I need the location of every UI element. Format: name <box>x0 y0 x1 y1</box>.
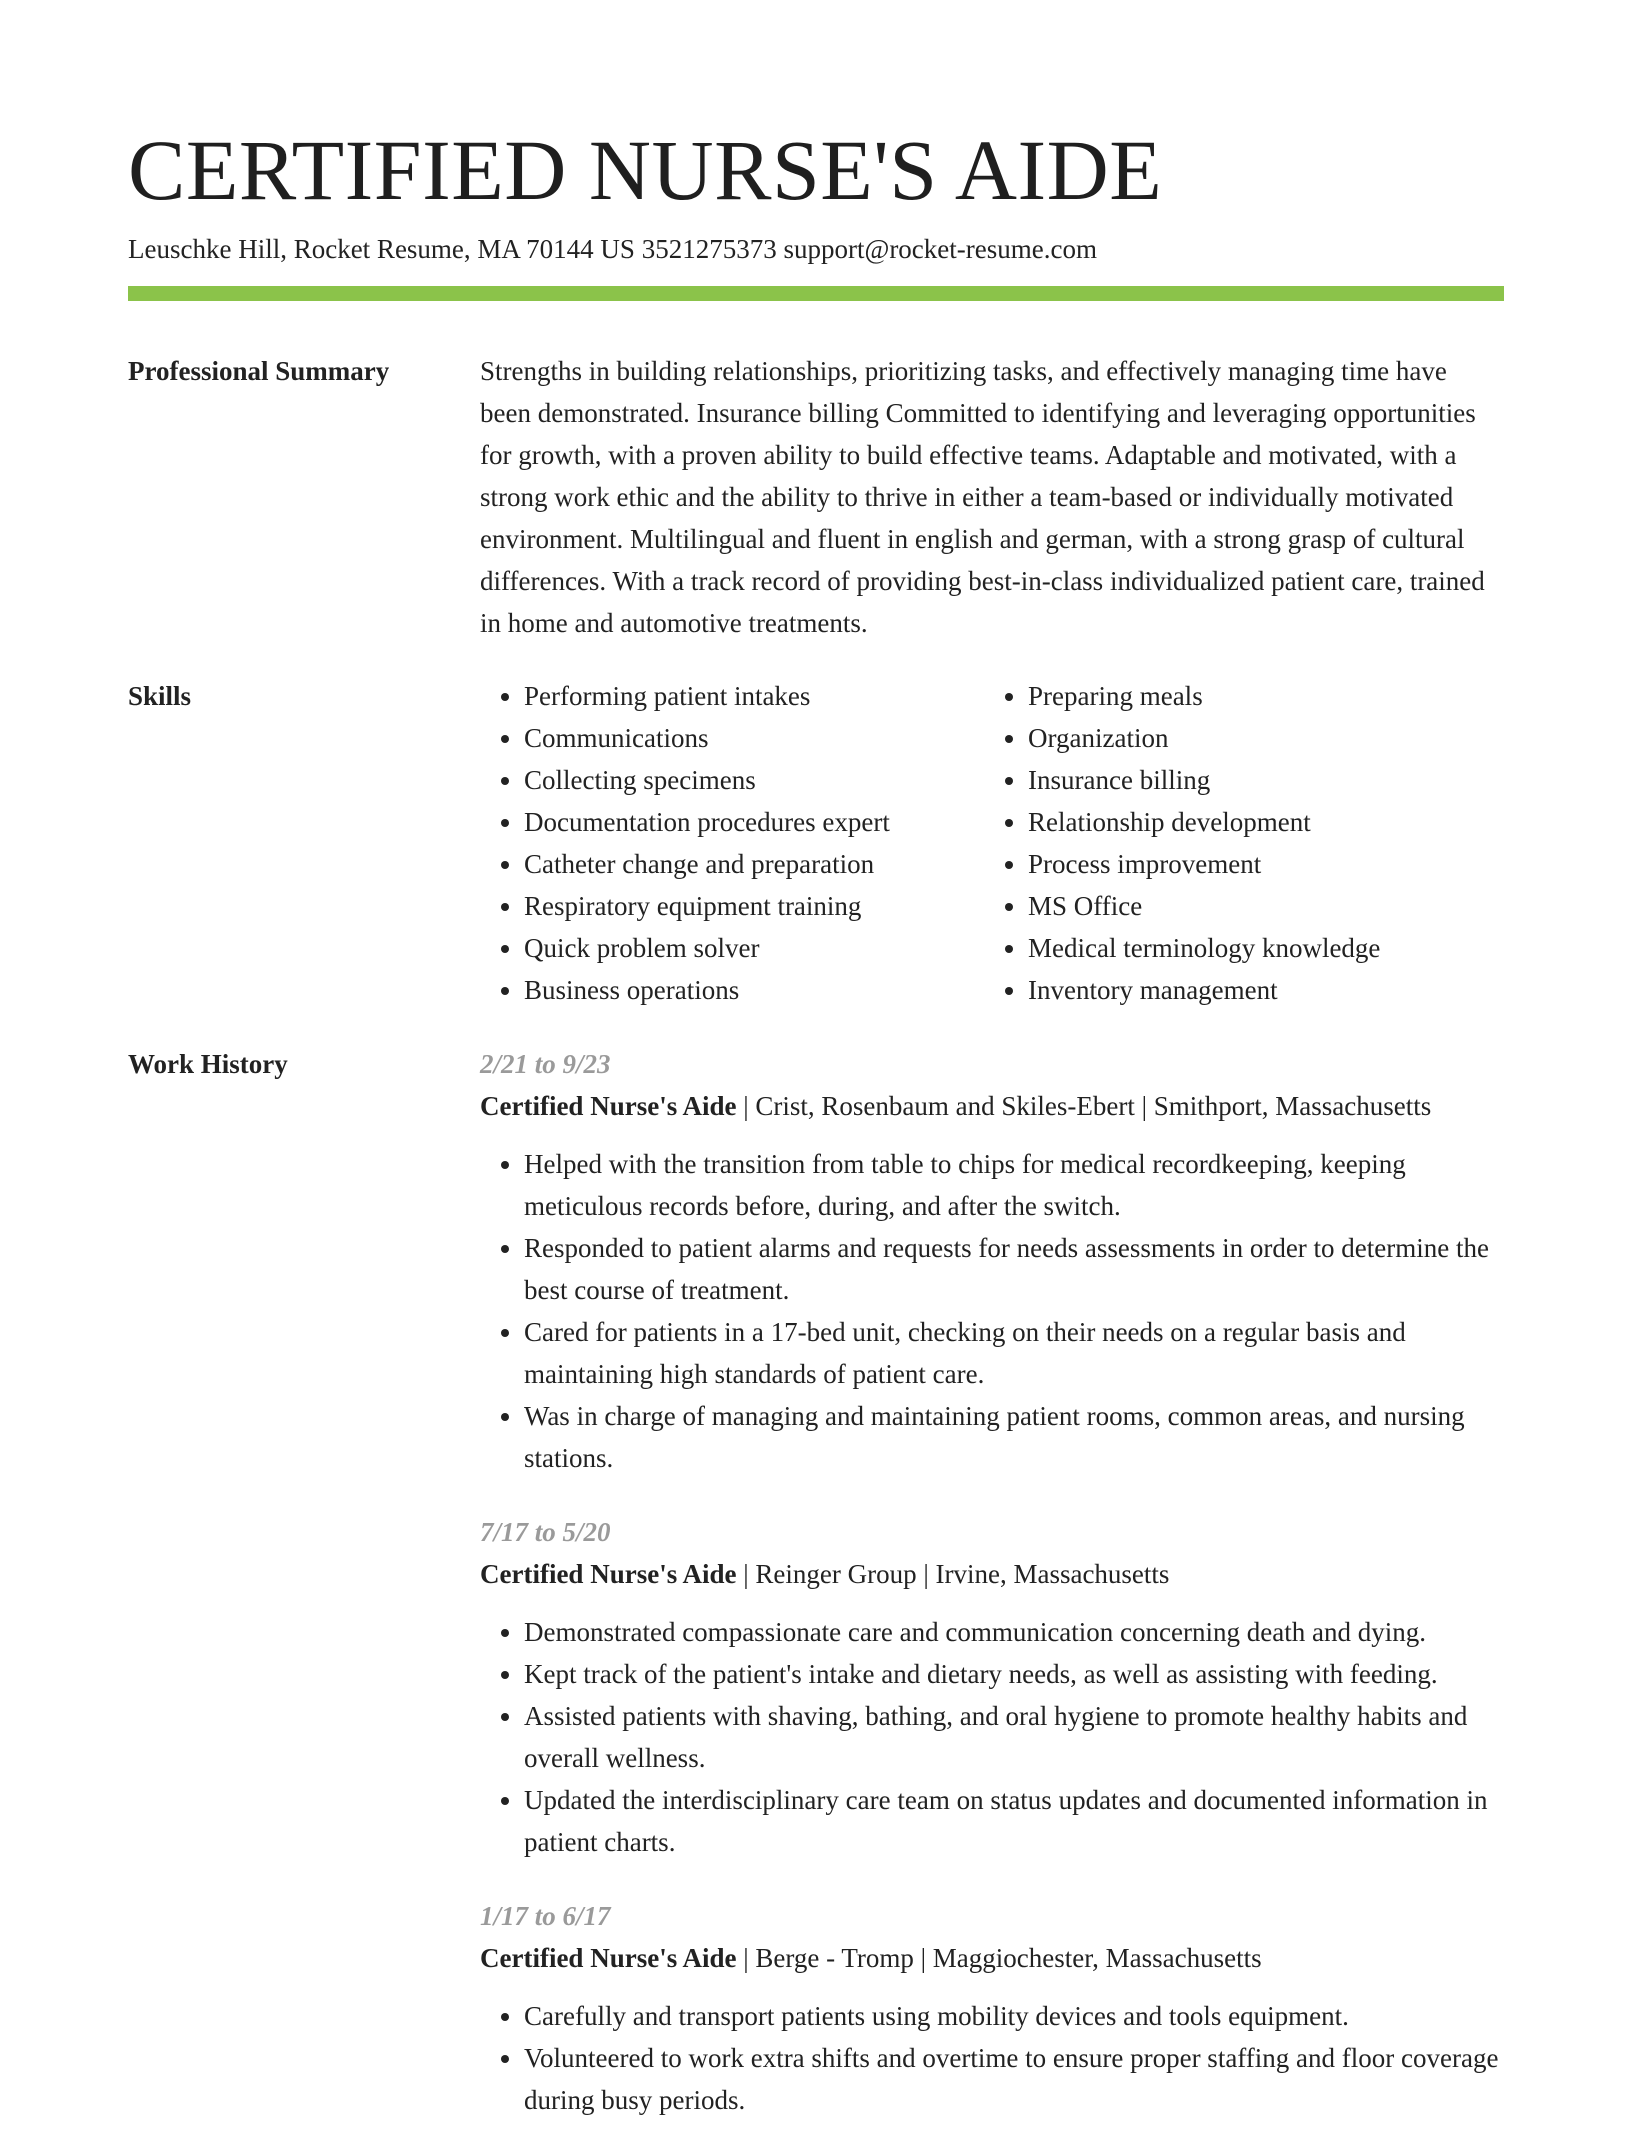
skill-item: • Communications <box>524 717 984 759</box>
skill-item: • Relationship development <box>1028 801 1488 843</box>
skill-item: • Quick problem solver <box>524 927 984 969</box>
skill-item: • Process improvement <box>1028 843 1488 885</box>
resume-title: CERTIFIED NURSE'S AIDE <box>128 122 1163 218</box>
section-label-work-history: Work History <box>128 1049 288 1079</box>
job-bullet: • Helped with the transition from table to chips for medical recordkeeping, keeping meticulous records before, during, and after the switch. <box>524 1143 1504 1227</box>
job-bullet-list <box>480 1995 1504 2121</box>
job-heading <box>480 1937 1504 1979</box>
job-heading <box>480 1553 1504 1595</box>
job-bullet: • Updated the interdisciplinary care team on status updates and documented information in patient charts. <box>524 1779 1504 1863</box>
job-bullet: • Responded to patient alarms and requests for needs assessments in order to determine the best course of treatment. <box>524 1227 1504 1311</box>
job-bullet: • Carefully and transport patients using mobility devices and tools equipment. <box>524 1995 1504 2037</box>
skills-list-right <box>984 675 1488 1011</box>
job-employer-location: | Berge - Tromp | Maggiochester, Massachusetts <box>736 1943 1262 1973</box>
summary-text: Strengths in building relationships, prioritizing tasks, and effectively managing time have been demonstrated. Insurance billing Committed to identifying and leveraging opportunities for growth, with a proven ability to build effective teams. Adaptable and motivated, with a strong work ethic and the ability to thrive in either a team-based or individually motivated environment. Multilingual and fluent in english and german, with a strong grasp of cultural differences. With a track record of providing best-in-class individualized patient care, trained in home and automotive treatments. <box>480 356 1485 638</box>
job-entry <box>480 1895 1504 2121</box>
accent-divider <box>128 286 1504 301</box>
skill-item: • Collecting specimens <box>524 759 984 801</box>
skill-item: • Insurance billing <box>1028 759 1488 801</box>
skill-item: • Inventory management <box>1028 969 1488 1011</box>
job-title: Certified Nurse's Aide <box>480 1559 737 1589</box>
job-heading <box>480 1085 1504 1127</box>
job-entry <box>480 1511 1504 1863</box>
section-label-summary: Professional Summary <box>128 356 390 386</box>
skill-item: • Preparing meals <box>1028 675 1488 717</box>
skill-item: • Documentation procedures expert <box>524 801 984 843</box>
summary-body <box>480 350 1504 644</box>
job-bullet: • Assisted patients with shaving, bathing, and oral hygiene to promote healthy habits and overall wellness. <box>524 1695 1504 1779</box>
skill-item: • Performing patient intakes <box>524 675 984 717</box>
job-dates: 1/17 to 6/17 <box>480 1901 611 1931</box>
job-bullet: • Cared for patients in a 17-bed unit, checking on their needs on a regular basis and maintaining high standards of patient care. <box>524 1311 1504 1395</box>
skill-item: • Medical terminology knowledge <box>1028 927 1488 969</box>
skills-body <box>480 675 1504 1011</box>
job-dates: 2/21 to 9/23 <box>480 1049 611 1079</box>
skill-item: • Respiratory equipment training <box>524 885 984 927</box>
job-dates: 7/17 to 5/20 <box>480 1517 611 1547</box>
job-bullet-list <box>480 1611 1504 1863</box>
job-entry <box>480 1043 1504 1479</box>
job-bullet: • Volunteered to work extra shifts and overtime to ensure proper staffing and floor coverage during busy periods. <box>524 2037 1504 2121</box>
job-employer-location: | Crist, Rosenbaum and Skiles-Ebert | Smithport, Massachusetts <box>736 1091 1432 1121</box>
job-title: Certified Nurse's Aide <box>480 1091 737 1121</box>
skill-item: • Catheter change and preparation <box>524 843 984 885</box>
job-bullet: • Demonstrated compassionate care and communication concerning death and dying. <box>524 1611 1504 1653</box>
job-title: Certified Nurse's Aide <box>480 1943 737 1973</box>
contact-line: Leuschke Hill, Rocket Resume, MA 70144 US 3521275373 support@rocket-resume.com <box>128 234 1097 264</box>
skills-list-left <box>480 675 984 1011</box>
job-bullet: • Was in charge of managing and maintaining patient rooms, common areas, and nursing stations. <box>524 1395 1504 1479</box>
skill-item: • Business operations <box>524 969 984 1011</box>
job-bullet: • Kept track of the patient's intake and dietary needs, as well as assisting with feeding. <box>524 1653 1504 1695</box>
job-employer-location: | Reinger Group | Irvine, Massachusetts <box>736 1559 1170 1589</box>
skill-item: • MS Office <box>1028 885 1488 927</box>
skill-item: • Organization <box>1028 717 1488 759</box>
job-bullet-list <box>480 1143 1504 1479</box>
section-label-skills: Skills <box>128 681 192 711</box>
work-history-body <box>480 1043 1504 2153</box>
